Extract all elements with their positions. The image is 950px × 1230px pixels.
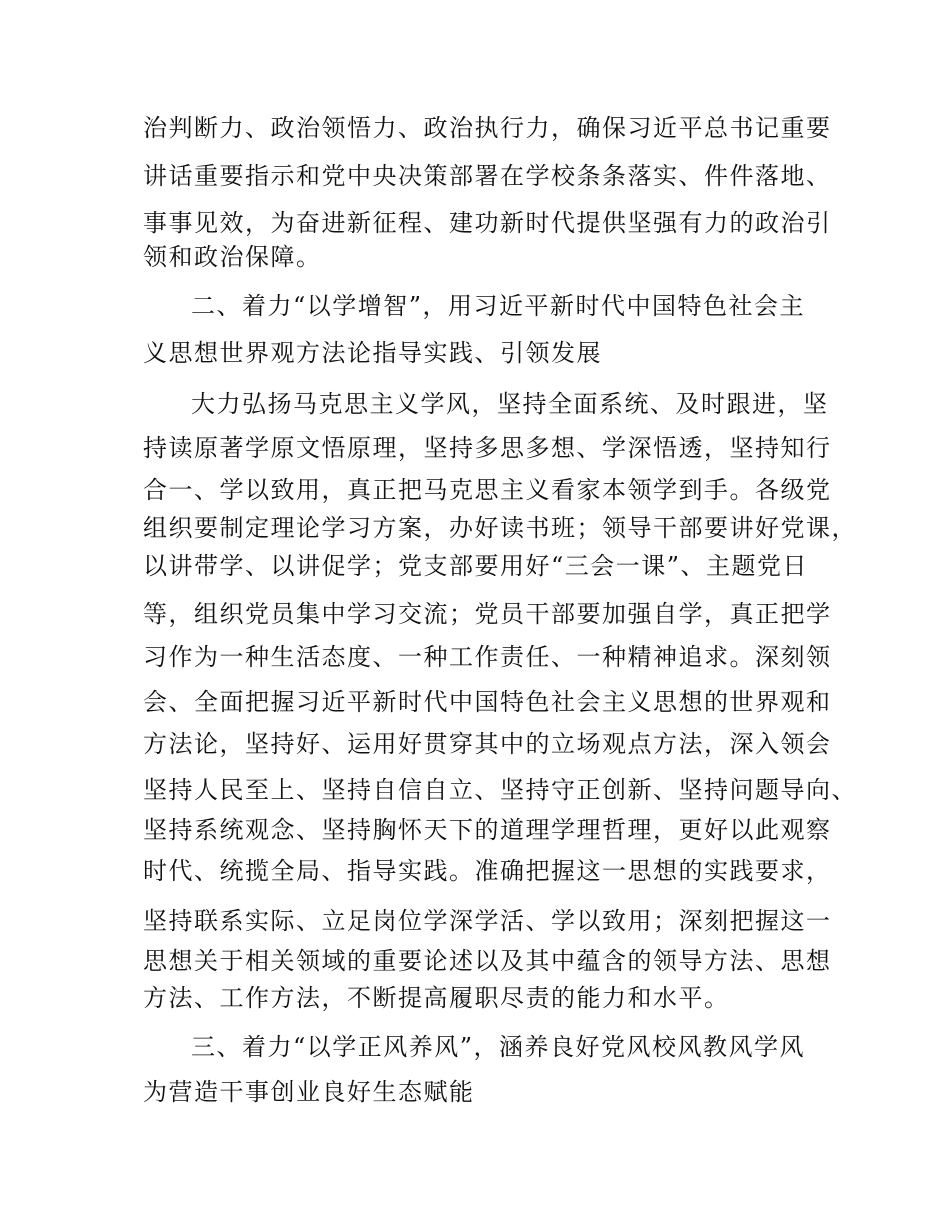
paragraph-line: 方法论，坚持好、运用好贯穿其中的立场观点方法，深入领会	[143, 730, 832, 758]
paragraph-line: 习作为一种生活态度、一种工作责任、一种精神追求。深刻领	[143, 643, 832, 671]
paragraph-line: 时代、统揽全局、指导实践。准确把握这一思想的实践要求，	[143, 857, 832, 885]
paragraph-line: 治判断力、政治领悟力、政治执行力，确保习近平总书记重要	[143, 114, 832, 142]
paragraph-line: 大力弘扬马克思主义学风，坚持全面系统、及时跟进，坚	[191, 390, 829, 418]
heading-line: 三、着力“以学正风养风”，涵养良好党风校风教风学风	[191, 1033, 806, 1061]
paragraph-line: 坚持系统观念、坚持胸怀天下的道理学理哲理，更好以此观察	[143, 816, 832, 844]
paragraph-line: 方法、工作方法，不断提高履职尽责的能力和水平。	[143, 984, 730, 1012]
paragraph-line: 组织要制定理论学习方案，办好读书班；领导干部要讲好党课，	[143, 514, 857, 542]
paragraph-line: 持读原著学原文悟原理，坚持多思多想、学深悟透，坚持知行	[143, 434, 832, 462]
paragraph-line: 以讲带学、以讲促学；党支部要用好“三会一课”、主题党日	[143, 552, 809, 580]
paragraph-line: 领和政治保障。	[143, 243, 322, 271]
heading-line: 二、着力“以学增智”，用习近平新时代中国特色社会主	[191, 292, 806, 320]
paragraph-line: 事事见效，为奋进新征程、建功新时代提供坚强有力的政治引	[143, 209, 832, 237]
heading-line: 为营造干事创业良好生态赋能	[143, 1078, 475, 1106]
paragraph-line: 坚持联系实际、立足岗位学深学活、学以致用；深刻把握这一	[143, 907, 832, 935]
paragraph-line: 讲话重要指示和党中央决策部署在学校条条落实、件件落地、	[143, 162, 832, 190]
paragraph-line: 坚持人民至上、坚持自信自立、坚持守正创新、坚持问题导向、	[143, 776, 857, 804]
paragraph-line: 会、全面把握习近平新时代中国特色社会主义思想的世界观和	[143, 688, 832, 716]
paragraph-line: 等，组织党员集中学习交流；党员干部要加强自学，真正把学	[143, 600, 832, 628]
paragraph-line: 合一、学以致用，真正把马克思主义看家本领学到手。各级党	[143, 476, 832, 504]
paragraph-line: 思想关于相关领域的重要论述以及其中蕴含的领导方法、思想	[143, 947, 832, 975]
heading-line: 义思想世界观方法论指导实践、引领发展	[143, 339, 602, 367]
